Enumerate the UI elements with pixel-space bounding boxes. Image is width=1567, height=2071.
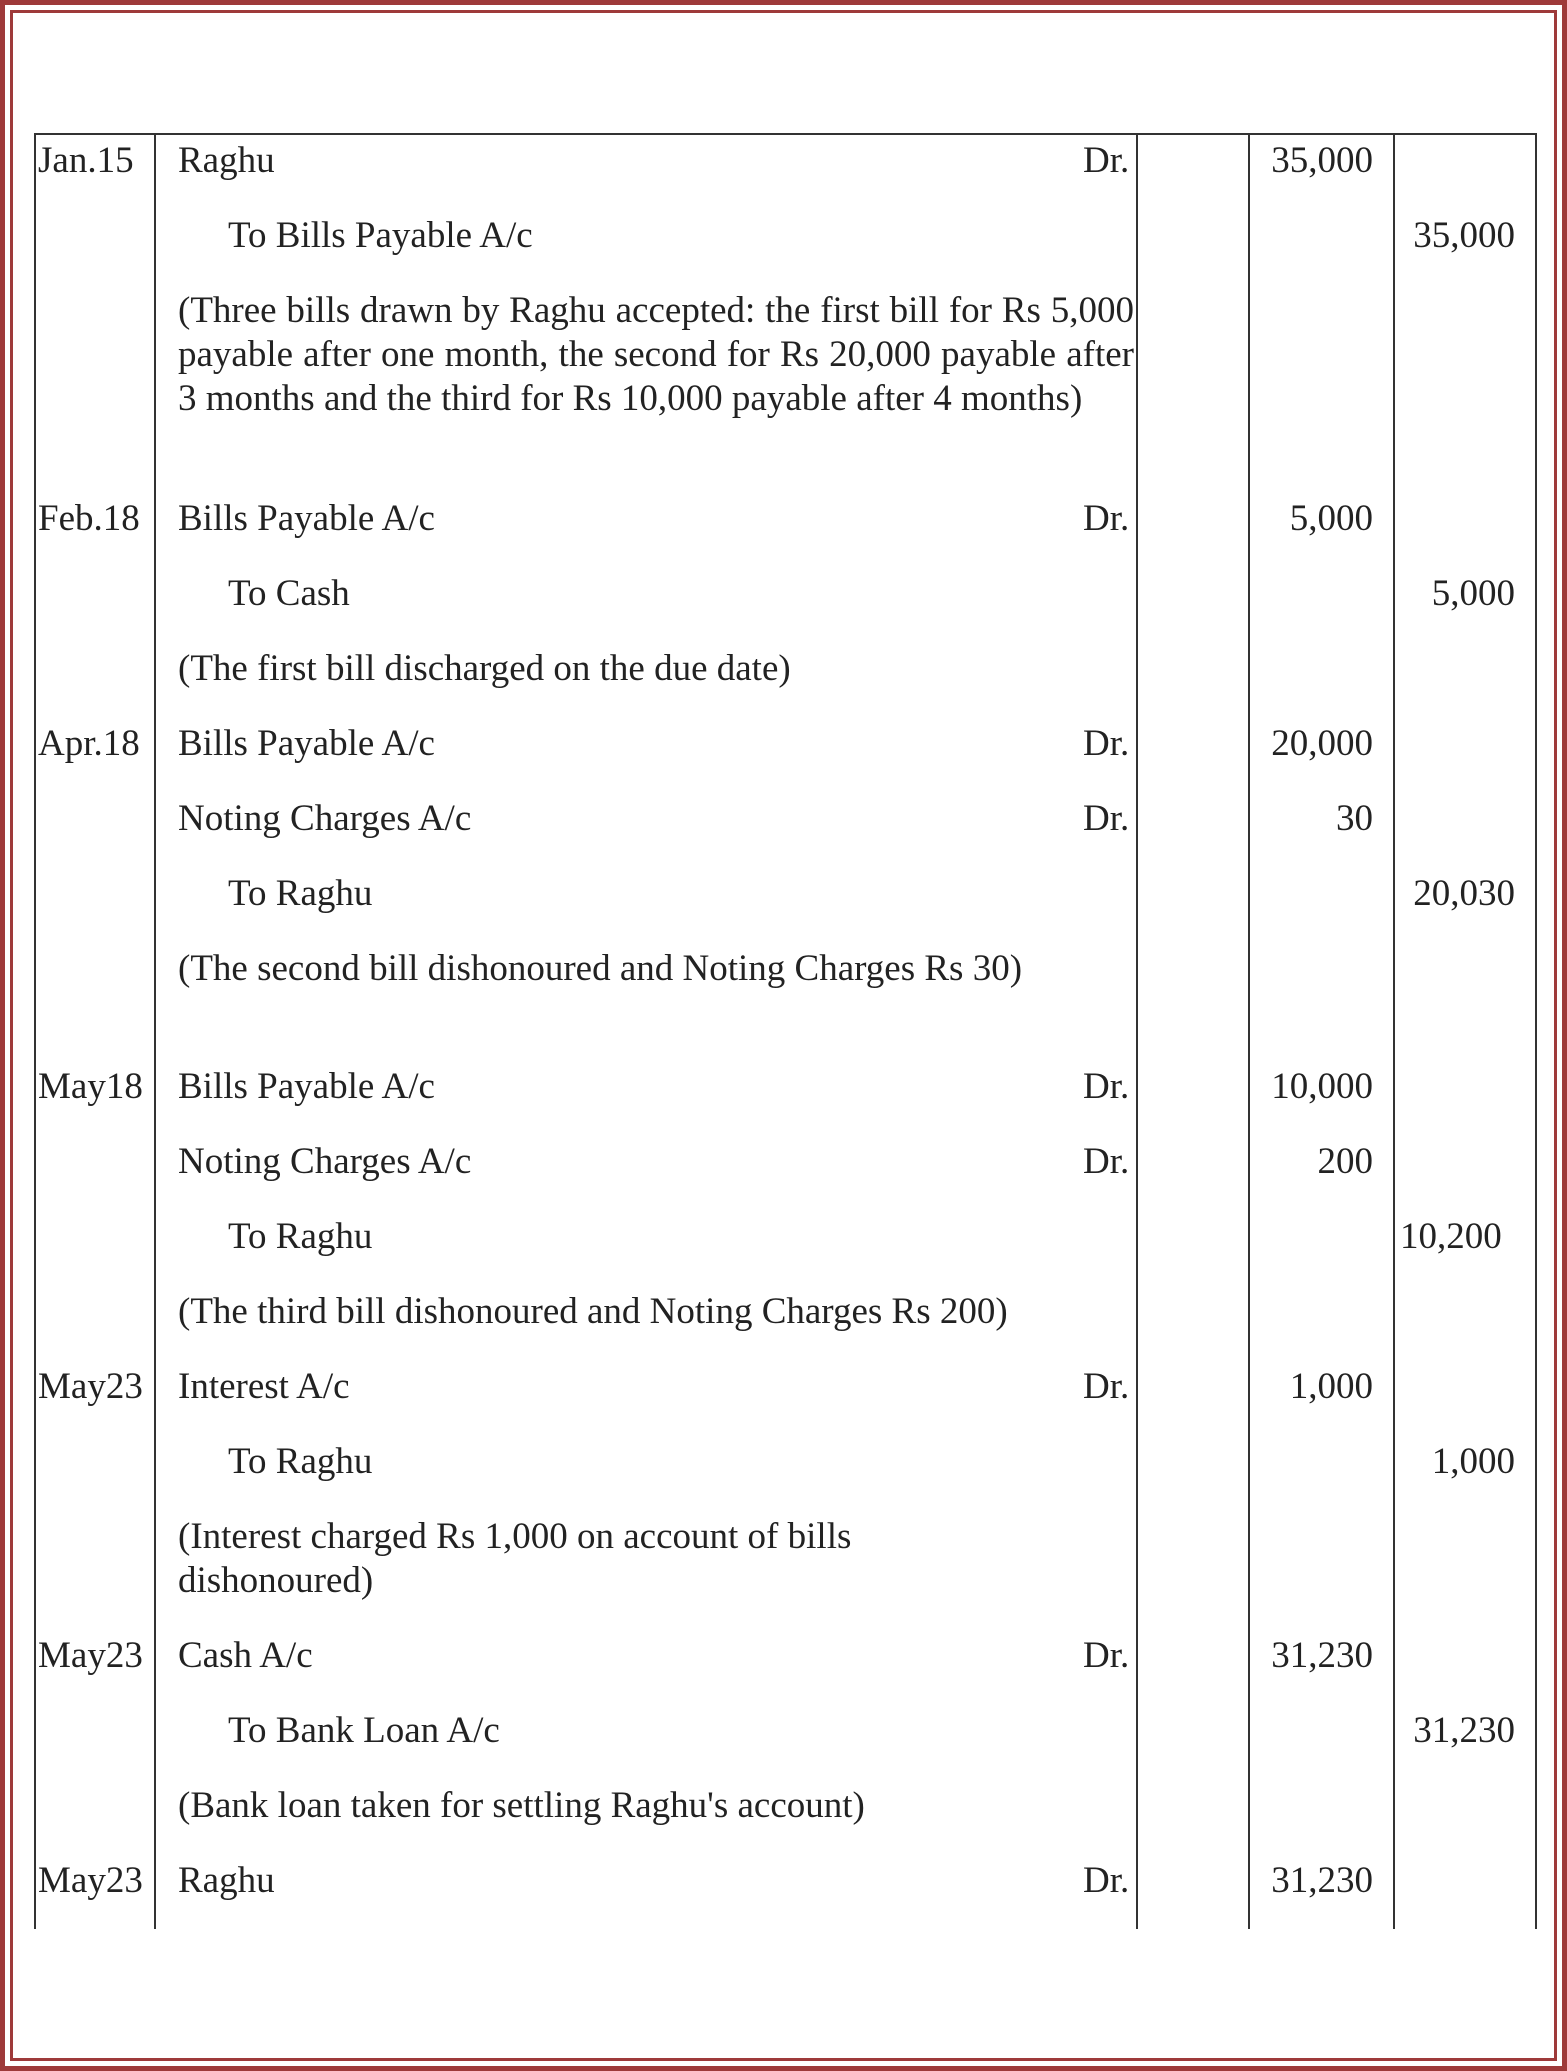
credit-account: To Raghu: [228, 1441, 373, 1482]
credit-account: To Bills Payable A/c: [228, 215, 533, 256]
credit-account: To Raghu: [228, 873, 373, 914]
debit-amount: 10,000: [1271, 1066, 1373, 1107]
narration: (Bank loan taken for settling Raghu's account): [178, 1785, 865, 1826]
dr-marker: Dr.: [1083, 723, 1130, 764]
dr-marker: Dr.: [1083, 1635, 1130, 1676]
credit-amount: 20,030: [1413, 873, 1515, 914]
debit-account: Noting Charges A/c: [178, 1141, 472, 1182]
credit-account: To Cash: [228, 573, 350, 614]
credit-account: To Bank Loan A/c: [228, 1710, 500, 1751]
credit-account: To Raghu: [228, 1216, 373, 1257]
dr-marker: Dr.: [1083, 1366, 1130, 1407]
debit-amount: 30: [1336, 798, 1373, 839]
debit-amount: 31,230: [1271, 1860, 1373, 1901]
dr-marker: Dr.: [1083, 140, 1130, 181]
dr-marker: Dr.: [1083, 798, 1130, 839]
entry-date: May23: [38, 1366, 143, 1407]
debit-account: Bills Payable A/c: [178, 723, 435, 764]
narration: (The third bill dishonoured and Noting Charges Rs 200): [178, 1291, 1008, 1332]
dr-marker: Dr.: [1083, 1860, 1130, 1901]
debit-amount: 200: [1317, 1141, 1373, 1182]
dr-marker: Dr.: [1083, 1141, 1130, 1182]
debit-account: Interest A/c: [178, 1366, 350, 1407]
entry-date: Feb.18: [38, 498, 140, 539]
credit-amount: 5,000: [1431, 573, 1515, 614]
debit-amount: 31,230: [1271, 1635, 1373, 1676]
entry-date: May23: [38, 1635, 143, 1676]
narration: (Interest charged Rs 1,000 on account of bills dishonoured): [178, 1516, 852, 1601]
narration: (The second bill dishonoured and Noting Charges Rs 30): [178, 948, 1023, 989]
debit-account: Raghu: [178, 1860, 275, 1901]
debit-amount: 35,000: [1271, 140, 1373, 181]
debit-account: Noting Charges A/c: [178, 798, 472, 839]
credit-amount: 10,200: [1400, 1216, 1502, 1257]
entry-date: Jan.15: [38, 140, 134, 181]
debit-amount: 20,000: [1271, 723, 1373, 764]
narration: (Three bills drawn by Raghu accepted: the first bill for Rs 5,000 payable after one month, the second for Rs 20,000 payable after 3 months and the third for Rs 10,000 payable after 4 months): [178, 290, 1134, 419]
narration: (The first bill discharged on the due date): [178, 648, 791, 689]
entry-date: Apr.18: [38, 723, 140, 764]
dr-marker: Dr.: [1083, 1066, 1130, 1107]
entry-date: May23: [38, 1860, 143, 1901]
debit-account: Raghu: [178, 140, 275, 181]
debit-amount: 1,000: [1289, 1366, 1373, 1407]
debit-amount: 5,000: [1289, 498, 1373, 539]
credit-amount: 31,230: [1413, 1710, 1515, 1751]
entry-date: May18: [38, 1066, 143, 1107]
debit-account: Cash A/c: [178, 1635, 313, 1676]
debit-account: Bills Payable A/c: [178, 1066, 435, 1107]
credit-amount: 1,000: [1431, 1441, 1515, 1482]
debit-account: Bills Payable A/c: [178, 498, 435, 539]
dr-marker: Dr.: [1083, 498, 1130, 539]
credit-amount: 35,000: [1413, 215, 1515, 256]
